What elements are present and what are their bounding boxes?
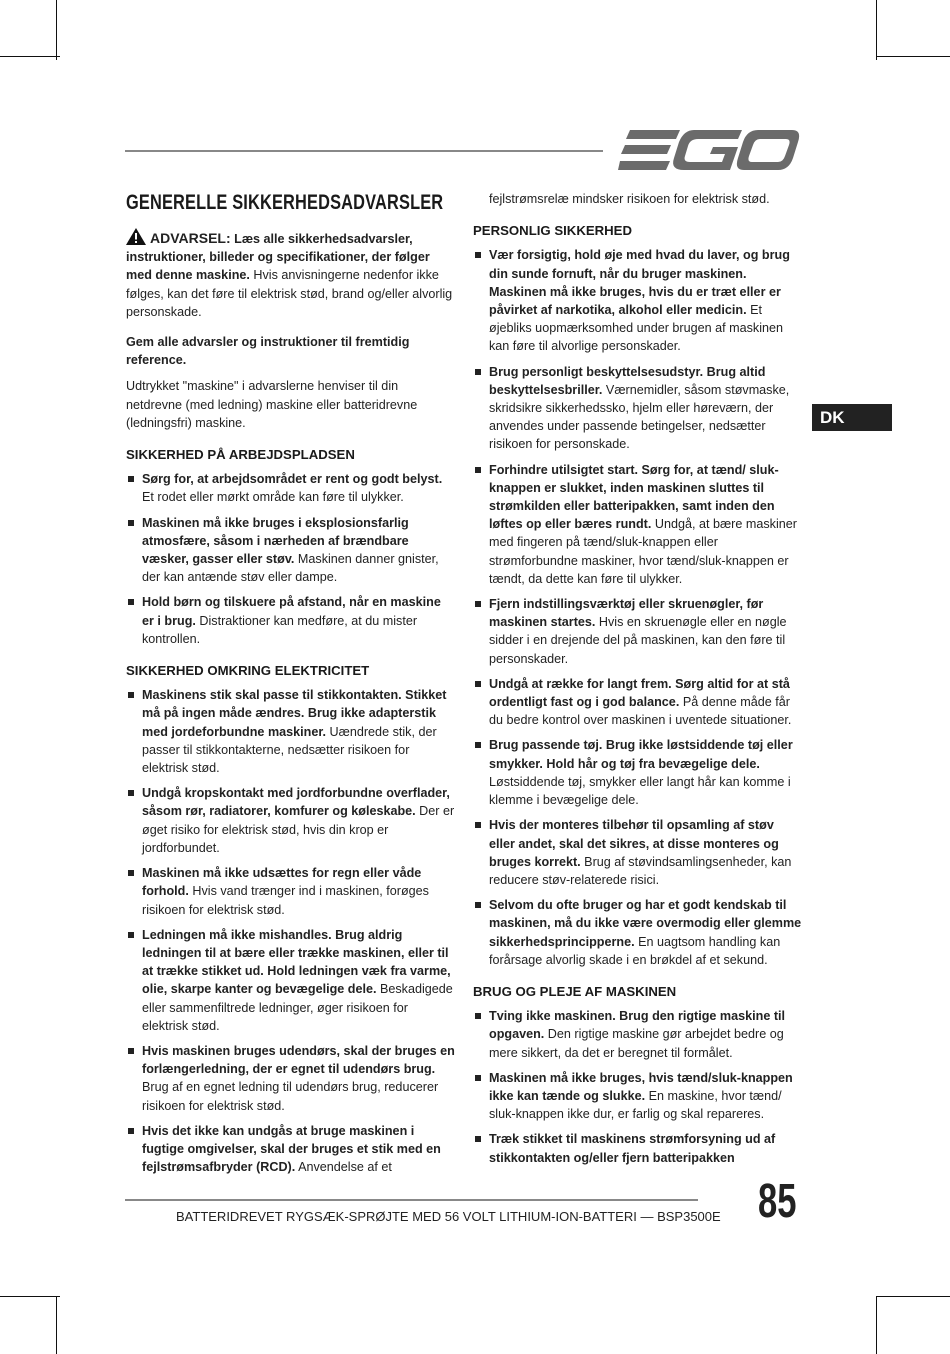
crop-mark bbox=[56, 1296, 57, 1354]
bullet-square-icon bbox=[475, 902, 481, 908]
ego-logo bbox=[618, 128, 800, 172]
bullet-square-icon bbox=[475, 252, 481, 258]
crop-mark bbox=[876, 0, 877, 60]
bullet-square-icon bbox=[128, 476, 134, 482]
item-bold: Sørg for, at arbejdsområdet er rent og godt belyst. bbox=[142, 472, 443, 487]
warning-label: ADVARSEL: bbox=[150, 230, 231, 246]
bullet-square-icon bbox=[475, 1013, 481, 1019]
bullet-square-icon bbox=[128, 1048, 134, 1054]
section-heading: PERSONLIG SIKKERHED bbox=[473, 223, 633, 239]
bullet-square-icon bbox=[128, 599, 134, 605]
keep-note: Gem alle advarsler og instruktioner til fremtidig reference. bbox=[126, 335, 410, 368]
header-rule bbox=[125, 150, 603, 152]
item-bold: Ledningen må ikke mishandles. Brug aldrig ledningen til at bære eller trække maskinen, eller til at trække stikket ud. Hold ledningen væk fra varme, olie, skarpe kanter og bevægelige dele. bbox=[142, 927, 451, 997]
item-bold: Hvis maskinen bruges udendørs, skal der bruges en forlængerledning, der er egnet til udendørs brug. bbox=[142, 1043, 455, 1077]
item-text: Beskadigede eller sammenfiltrede ledninger, øger risikoen for elektrisk stød. bbox=[142, 982, 453, 1033]
bullet-square-icon bbox=[128, 790, 134, 796]
list-item bbox=[126, 514, 456, 587]
item-text: Undgå, at bære maskiner med fingeren på tænd/sluk-knappen eller strømforbundne maskiner, hvor tænd/sluk-knappen er tændt, da dette kan føre til ulykker. bbox=[489, 517, 797, 586]
item-text: Distraktioner kan medføre, at du mister kontrollen. bbox=[142, 613, 418, 646]
list-item bbox=[126, 864, 456, 919]
bullet-square-icon bbox=[128, 520, 134, 526]
item-text: Et rodet eller mørkt område kan føre til ulykker. bbox=[142, 490, 404, 505]
item-bold: Undgå at række for langt frem. Sørg altid for at stå ordentligt fast og i god balance. bbox=[489, 676, 790, 710]
list-item bbox=[473, 246, 803, 355]
page-number: 85 bbox=[758, 1175, 797, 1228]
item-text: Brug af en egnet ledning til udendørs brug, reducerer risikoen for elektrisk stød. bbox=[142, 1080, 439, 1113]
item-bold: Tving ikke maskinen. Brug den rigtige maskine til opgaven. bbox=[489, 1009, 786, 1042]
item-bold: Hold børn og tilskuere på afstand, når en maskine er i brug. bbox=[142, 595, 441, 628]
bullet-square-icon bbox=[475, 822, 481, 828]
item-bold: Forhindre utilsigtet start. Sørg for, at tænd/ sluk-knappen er slukket, inden maskinen sluttes til strømkilden eller batteripakken, samt inden den løftes op eller bæres rundt. bbox=[489, 462, 779, 532]
bullet-square-icon bbox=[475, 681, 481, 687]
list-item bbox=[126, 686, 456, 777]
item-text: Hvis vand trænger ind i maskinen, forøges risikoen for elektrisk stød. bbox=[142, 884, 429, 917]
crop-mark bbox=[56, 0, 57, 60]
list-item bbox=[473, 1069, 803, 1124]
section-heading: SIKKERHED PÅ ARBEJDSPLADSEN bbox=[126, 447, 355, 463]
item-bold: Hvis det ikke kan undgås at bruge maskinen i fugtige omgivelser, skal der bruges et stik med en fejlstrømsafbryder (RCD). bbox=[142, 1123, 441, 1175]
warning-text: Hvis anvisningerne nedenfor ikke følges, kan det føre til elektrisk stød, brand og/eller alvorlig personskade. bbox=[126, 268, 453, 319]
footer-rule bbox=[125, 1199, 698, 1201]
list-item bbox=[473, 1130, 803, 1166]
list-item bbox=[473, 461, 803, 588]
item-bold: Vær forsigtig, hold øje med hvad du laver, og brug din sunde fornuft, når du bruger maskinen. Maskinen må ikke bruges, hvis du er træt eller er påvirket af narkotika, alkohol eller medicin. bbox=[489, 248, 790, 318]
list-item bbox=[473, 595, 803, 668]
item-text: Hvis en skruenøgle eller en nøgle sidder i en drejende del på maskinen, kan den føre til personskader. bbox=[489, 615, 787, 666]
crop-mark bbox=[876, 1296, 950, 1297]
list-item bbox=[126, 784, 456, 857]
list-item bbox=[473, 816, 803, 889]
list-item bbox=[126, 1122, 456, 1177]
bullet-square-icon bbox=[128, 870, 134, 876]
item-bold: Maskinen må ikke udsættes for regn eller våde forhold. bbox=[142, 866, 422, 899]
section-heading: BRUG OG PLEJE AF MASKINEN bbox=[473, 983, 677, 999]
crop-mark bbox=[0, 1296, 60, 1297]
item-bold: Fjern indstillingsværktøj eller skruenøgler, før maskinen startes. bbox=[489, 597, 764, 630]
list-item bbox=[126, 1042, 456, 1115]
item-bold: Træk stikket til maskinens strømforsyning ud af stikkontakten og/eller fjern batteripakken bbox=[489, 1132, 776, 1165]
bullet-square-icon bbox=[475, 742, 481, 748]
item-text: Brug af støvindsamlingsenheder, kan reducere støv-relaterede risici. bbox=[489, 854, 792, 887]
section-heading: SIKKERHED OMKRING ELEKTRICITET bbox=[126, 663, 370, 679]
term-note: Udtrykket "maskine" i advarslerne henviser til din netdrevne (med ledning) maskine eller batteridrevne (ledningsfri) maskine. bbox=[126, 379, 418, 430]
warning-triangle-icon bbox=[126, 228, 146, 245]
crop-mark bbox=[876, 56, 950, 57]
item-bold: Maskinen må ikke bruges i eksplosionsfarlig atmosfære, såsom i nærheden af brændbare væsker, gasser eller støv. bbox=[142, 515, 409, 567]
list-item bbox=[473, 675, 803, 730]
item-text: Maskinen danner gnister, der kan antænde støv eller dampe. bbox=[142, 552, 439, 585]
item-text: Et øjebliks uopmærksomhed under brugen af maskinen kan føre til alvorlige personskader. bbox=[489, 303, 784, 354]
item-bold: Maskinens stik skal passe til stikkontakten. Stikket må på ingen måde ændres. Brug ikke adapterstik med jordeforbundne maskiner. bbox=[142, 688, 447, 739]
crop-mark bbox=[0, 56, 60, 57]
item-bold: Hvis der monteres tilbehør til opsamling af støv eller andet, skal det sikres, at disse monteres og bruges korrekt. bbox=[489, 818, 779, 869]
bullet-square-icon bbox=[475, 601, 481, 607]
item-bold: Undgå kropskontakt med jordforbundne overflader, såsom rør, radiatorer, komfurer og køleskabe. bbox=[142, 786, 450, 819]
warning-paragraph bbox=[126, 228, 456, 321]
bullet-list bbox=[126, 686, 456, 1176]
bullet-square-icon bbox=[475, 1075, 481, 1081]
list-item bbox=[473, 363, 803, 454]
item-text: Uændrede stik, der passer til stikkontakterne, nedsætter risikoen for elektrisk stød. bbox=[142, 724, 437, 776]
bullet-square-icon bbox=[475, 369, 481, 375]
list-item bbox=[473, 736, 803, 809]
list-item bbox=[473, 896, 803, 969]
bullet-square-icon bbox=[128, 932, 134, 938]
item-text: Anvendelse af et bbox=[295, 1160, 392, 1175]
bullet-list bbox=[126, 470, 456, 648]
list-item bbox=[126, 470, 456, 506]
left-column bbox=[126, 190, 456, 1183]
bullet-square-icon bbox=[128, 692, 134, 698]
warning-bold-text: Læs alle sikkerhedsadvarsler, instruktioner, billeder og specifikationer, der følger med denne maskine. bbox=[126, 232, 430, 283]
item-bold: Maskinen må ikke bruges, hvis tænd/sluk-knappen ikke kan tænde og slukke. bbox=[489, 1070, 793, 1103]
item-text: En maskine, hvor tænd/ sluk-knappen ikke dur, er farlig og skal repareres. bbox=[489, 1088, 782, 1122]
page-title: GENERELLE SIKKERHEDSADVARSLER bbox=[126, 191, 444, 214]
item-text: Der er øget risiko for elektrisk stød, hvis din krop er jordforbundet. bbox=[142, 804, 455, 855]
item-bold: Brug personligt beskyttelsesudstyr. Brug altid beskyttelsesbriller. bbox=[489, 364, 766, 397]
item-bold: Brug passende tøj. Brug ikke løstsiddende tøj eller smykker. Hold hår og tøj fra bevægelige dele. bbox=[489, 738, 793, 771]
crop-mark bbox=[876, 1296, 877, 1354]
bullet-list bbox=[473, 246, 803, 969]
item-text: En uagtsom handling kan forårsage alvorlig skade i en brøkdel af et sekund. bbox=[489, 934, 781, 967]
continuation-text: fejlstrømsrelæ mindsker risikoen for elektrisk stød. bbox=[489, 192, 770, 206]
language-tab: DK bbox=[812, 404, 892, 431]
item-text: Værnemidler, såsom støvmaske, skridsikre sikkerhedssko, hjelm eller høreværn, der anvendes under passende betingelser, nedsætter risikoen for personskade. bbox=[489, 382, 790, 452]
bullet-square-icon bbox=[128, 1128, 134, 1134]
item-text: Den rigtige maskine gør arbejdet bedre og mere sikkert, da det er beregnet til formålet. bbox=[489, 1027, 784, 1060]
list-item bbox=[126, 593, 456, 648]
footer-text: BATTERIDREVET RYGSÆK-SPRØJTE MED 56 VOLT LITHIUM-ION-BATTERI — BSP3500E bbox=[176, 1209, 721, 1224]
bullet-square-icon bbox=[475, 467, 481, 473]
list-item bbox=[126, 926, 456, 1035]
bullet-square-icon bbox=[475, 1136, 481, 1142]
item-text: På denne måde får du bedre kontrol over maskinen i uventede situationer. bbox=[489, 695, 792, 728]
list-item bbox=[473, 1007, 803, 1062]
bullet-list bbox=[473, 1007, 803, 1167]
right-column bbox=[473, 190, 803, 1174]
item-text: Løstsiddende tøj, smykker eller langt hår kan komme i klemme i bevægelige dele. bbox=[489, 774, 791, 808]
item-bold: Selvom du ofte bruger og har et godt kendskab til maskinen, må du ikke være overmodig eller glemme sikkerhedsprincipperne. bbox=[489, 898, 802, 949]
